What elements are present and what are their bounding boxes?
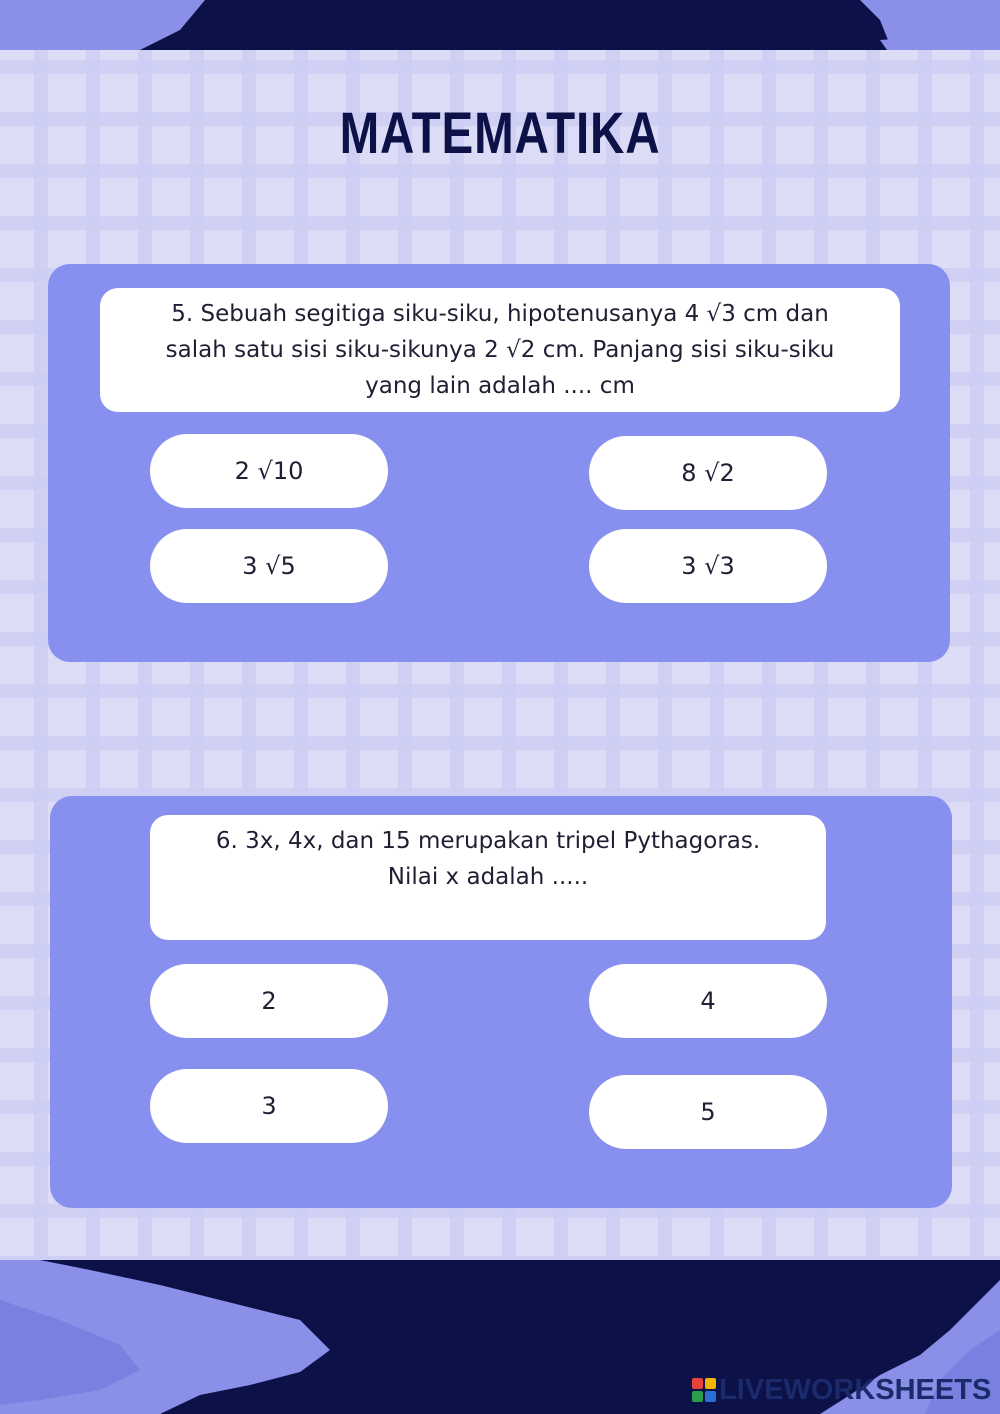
logo-block <box>692 1378 703 1389</box>
answer-option-button[interactable]: 2 <box>150 964 388 1038</box>
question-text-5 <box>100 288 900 412</box>
question-line: 5. Sebuah segitiga siku-siku, hipotenusanya 4 √3 cm dan <box>171 301 829 327</box>
logo-block <box>705 1391 716 1402</box>
logo-block <box>705 1378 716 1389</box>
logo-blocks-icon <box>692 1378 716 1402</box>
answer-option-button[interactable]: 5 <box>589 1075 827 1149</box>
answer-option-button[interactable]: 3 √3 <box>589 529 827 603</box>
brand-name: LIVEWORKSHEETS <box>719 1373 992 1406</box>
answer-option-button[interactable]: 3 <box>150 1069 388 1143</box>
question-line: salah satu sisi siku-sikunya 2 √2 cm. Panjang sisi siku-siku <box>165 337 835 363</box>
liveworksheets-logo <box>692 1374 991 1406</box>
question-line: 6. 3x, 4x, dan 15 merupakan tripel Pythagoras. <box>215 828 761 854</box>
page-title: MATEMATIKA <box>339 101 661 166</box>
answer-option-button[interactable]: 4 <box>589 964 827 1038</box>
answer-option-button[interactable]: 2 √10 <box>150 434 388 508</box>
question-text-6 <box>150 815 826 940</box>
answer-option-button[interactable]: 3 √5 <box>150 529 388 603</box>
answer-option-button[interactable]: 8 √2 <box>589 436 827 510</box>
question-line: yang lain adalah .... cm <box>365 373 635 399</box>
question-line: Nilai x adalah ..... <box>387 864 589 890</box>
logo-block <box>692 1391 703 1402</box>
